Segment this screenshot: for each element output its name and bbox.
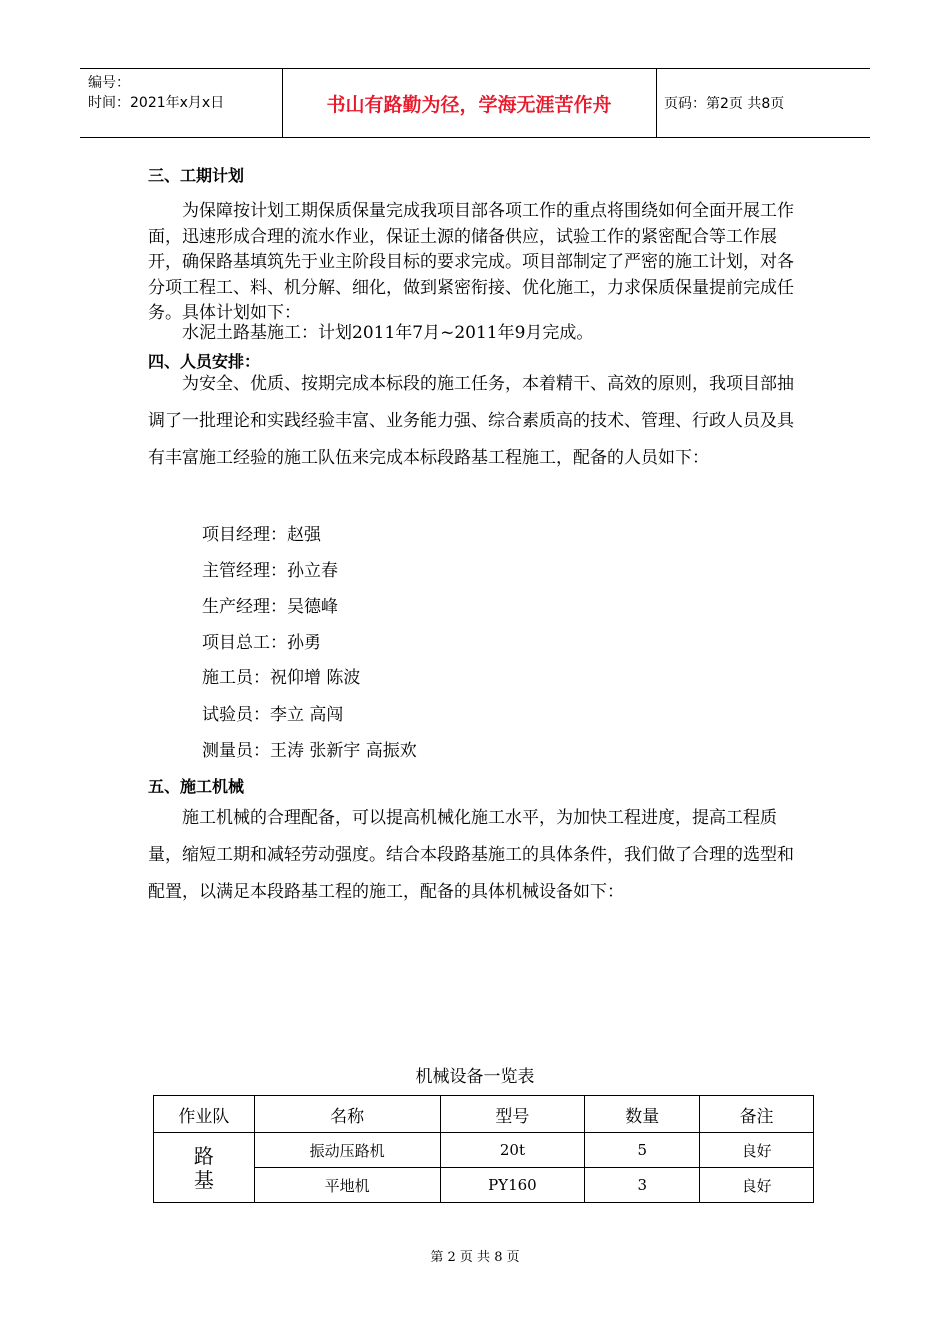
staff-item: 试验员：李立 高闯 xyxy=(202,705,344,725)
section5-paragraph: 施工机械的合理配备，可以提高机械化施工水平，为加快工程进度，提高工程质量，缩短工期和减轻劳动强度。结合本段路基施工的具体条件，我们做了合理的选型和配置，以满足本段路基工程的施工，配备的具体机械设备如下： xyxy=(148,808,794,902)
section4-heading: 四、人员安排： xyxy=(148,352,261,371)
column-header: 名称 xyxy=(254,1096,440,1133)
table-row xyxy=(154,1133,814,1168)
header-motto: 书山有路勤为径，学海无涯苦作舟 xyxy=(326,93,612,116)
table-cell: 3 xyxy=(585,1168,700,1203)
table-cell: 良好 xyxy=(700,1168,814,1203)
staff-item: 主管经理：孙立春 xyxy=(202,561,338,581)
page-header xyxy=(80,68,870,138)
header-meta xyxy=(88,73,224,113)
header-page-info: 页码：第2页 共8页 xyxy=(664,96,785,112)
table-header-row xyxy=(154,1096,814,1133)
section3-schedule: 水泥土路基施工：计划2011年7月~2011年9月完成。 xyxy=(182,323,594,343)
table-caption: 机械设备一览表 xyxy=(415,1067,535,1087)
staff-item: 生产经理：吴德峰 xyxy=(202,597,338,617)
team-name-char: 基 xyxy=(193,1167,214,1192)
staff-item: 项目经理：赵强 xyxy=(202,525,321,545)
column-header: 型号 xyxy=(440,1096,585,1133)
column-header: 备注 xyxy=(700,1096,814,1133)
table-cell: 良好 xyxy=(700,1133,814,1168)
table-cell: 平地机 xyxy=(254,1168,440,1203)
team-cell xyxy=(154,1133,255,1203)
section5-heading: 五、施工机械 xyxy=(148,777,245,796)
table-cell: PY160 xyxy=(440,1168,585,1203)
team-name-char: 路 xyxy=(193,1143,214,1168)
table-cell: 5 xyxy=(585,1133,700,1168)
table-cell: 振动压路机 xyxy=(254,1133,440,1168)
page-footer: 第 2 页 共 8 页 xyxy=(430,1250,520,1265)
serial-label: 编号： xyxy=(88,75,130,91)
section3-paragraph: 为保障按计划工期保质保量完成我项目部各项工作的重点将围绕如何全面开展工作面，迅速形成合理的流水作业，保证土源的储备供应，试验工作的紧密配合等工作展开，确保路基填筑先于业主阶段目标的要求完成。项目部制定了严密的施工计划，对各分项工程工、料、机分解、细化，做到紧密衔接、优化施工，力求保质保量提前完成任务。具体计划如下： xyxy=(148,201,794,323)
date-line: 时间：2021年x月x日 xyxy=(88,95,225,111)
section4-paragraph: 为安全、优质、按期完成本标段的施工任务，本着精干、高效的原则，我项目部抽调了一批理论和实践经验丰富、业务能力强、综合素质高的技术、管理、行政人员及具有丰富施工经验的施工队伍来完成本标段路基工程施工，配备的人员如下： xyxy=(148,374,794,468)
staff-item: 施工员：祝仰增 陈波 xyxy=(202,668,361,688)
header-divider xyxy=(656,69,657,137)
column-header: 数量 xyxy=(585,1096,700,1133)
section3-heading: 三、工期计划 xyxy=(148,166,245,185)
staff-item: 项目总工：孙勇 xyxy=(202,633,321,653)
equipment-table xyxy=(153,1095,814,1203)
table-cell: 20t xyxy=(440,1133,585,1168)
column-header: 作业队 xyxy=(154,1096,255,1133)
staff-item: 测量员：王涛 张新宇 高振欢 xyxy=(202,741,417,761)
